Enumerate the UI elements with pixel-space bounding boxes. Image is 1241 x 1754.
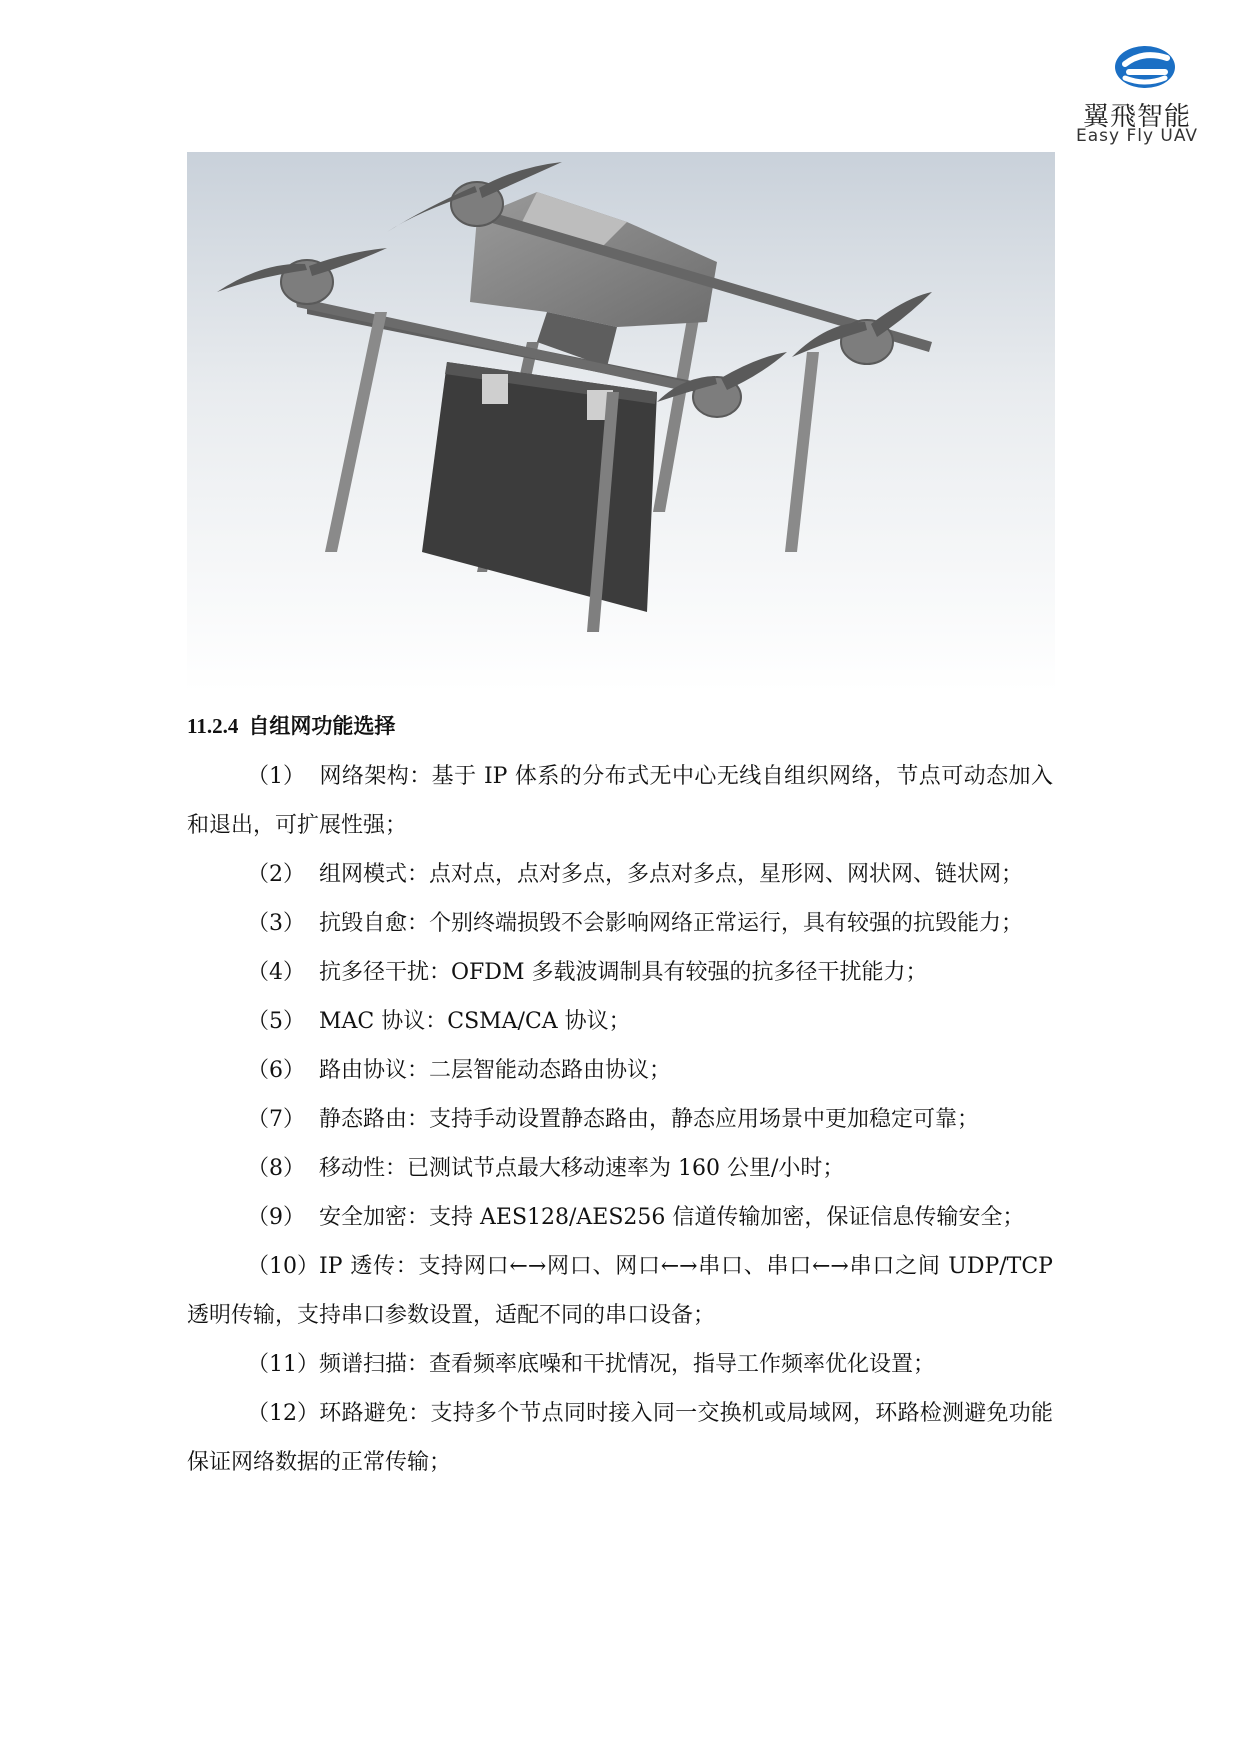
list-item xyxy=(187,850,1053,899)
item-text: 抗毁自愈：个别终端损毁不会影响网络正常运行，具有较强的抗毁能力； xyxy=(319,911,1024,936)
item-number: （3） xyxy=(247,911,305,936)
list-item xyxy=(187,1389,1053,1487)
drone-cad-render xyxy=(187,152,1055,692)
item-text: IP 透传：支持网口←→网口、网口←→串口、串口←→串口之间 UDP/TCP 透明传输，支持串口参数设置，适配不同的串口设备； xyxy=(187,1254,1053,1328)
item-text: 组网模式：点对点，点对多点，多点对多点，星形网、网状网、链状网； xyxy=(319,862,1024,887)
list-item xyxy=(187,1046,1053,1095)
list-item xyxy=(187,948,1053,997)
section-heading xyxy=(187,710,395,740)
logo-brand-text: 翼飛智能 xyxy=(1082,102,1191,132)
section-number: 11.2.4 xyxy=(187,714,239,738)
item-number: （6） xyxy=(247,1058,305,1083)
item-number: （10） xyxy=(247,1254,319,1279)
item-number: （5） xyxy=(247,1009,305,1034)
item-text: 路由协议：二层智能动态路由协议； xyxy=(319,1058,672,1083)
item-text: 移动性：已测试节点最大移动速率为 160 公里/小时； xyxy=(319,1156,845,1181)
item-text: 网络架构：基于 IP 体系的分布式无中心无线自组织网络，节点可动态加入和退出，可扩展性强； xyxy=(187,764,1053,838)
item-text: 环路避免：支持多个节点同时接入同一交换机或局域网，环路检测避免功能保证网络数据的正常传输； xyxy=(187,1401,1053,1475)
list-item xyxy=(187,1242,1053,1340)
list-item xyxy=(187,1095,1053,1144)
feature-list xyxy=(187,752,1053,1487)
list-item xyxy=(187,1144,1053,1193)
item-text: 安全加密：支持 AES128/AES256 信道传输加密，保证信息传输安全； xyxy=(319,1205,1025,1230)
logo-subtitle: Easy Fly UAV xyxy=(1075,126,1199,146)
list-item xyxy=(187,1193,1053,1242)
section-title: 自组网功能选择 xyxy=(248,713,396,738)
item-number: （7） xyxy=(247,1107,305,1132)
item-text: 抗多径干扰：OFDM 多载波调制具有较强的抗多径干扰能力； xyxy=(319,960,928,985)
item-number: （12） xyxy=(247,1401,319,1426)
item-number: （9） xyxy=(247,1205,305,1230)
item-text: 静态路由：支持手动设置静态路由，静态应用场景中更加稳定可靠； xyxy=(319,1107,980,1132)
item-number: （8） xyxy=(247,1156,305,1181)
list-item xyxy=(187,899,1053,948)
list-item xyxy=(187,1340,1053,1389)
item-number: （1） xyxy=(247,764,305,789)
list-item xyxy=(187,752,1053,850)
item-number: （2） xyxy=(247,862,305,887)
list-item xyxy=(187,997,1053,1046)
item-number: （4） xyxy=(247,960,305,985)
item-number: （11） xyxy=(247,1352,319,1377)
item-text: 频谱扫描：查看频率底噪和干扰情况，指导工作频率优化设置； xyxy=(319,1352,936,1377)
item-text: MAC 协议：CSMA/CA 协议； xyxy=(319,1009,631,1034)
